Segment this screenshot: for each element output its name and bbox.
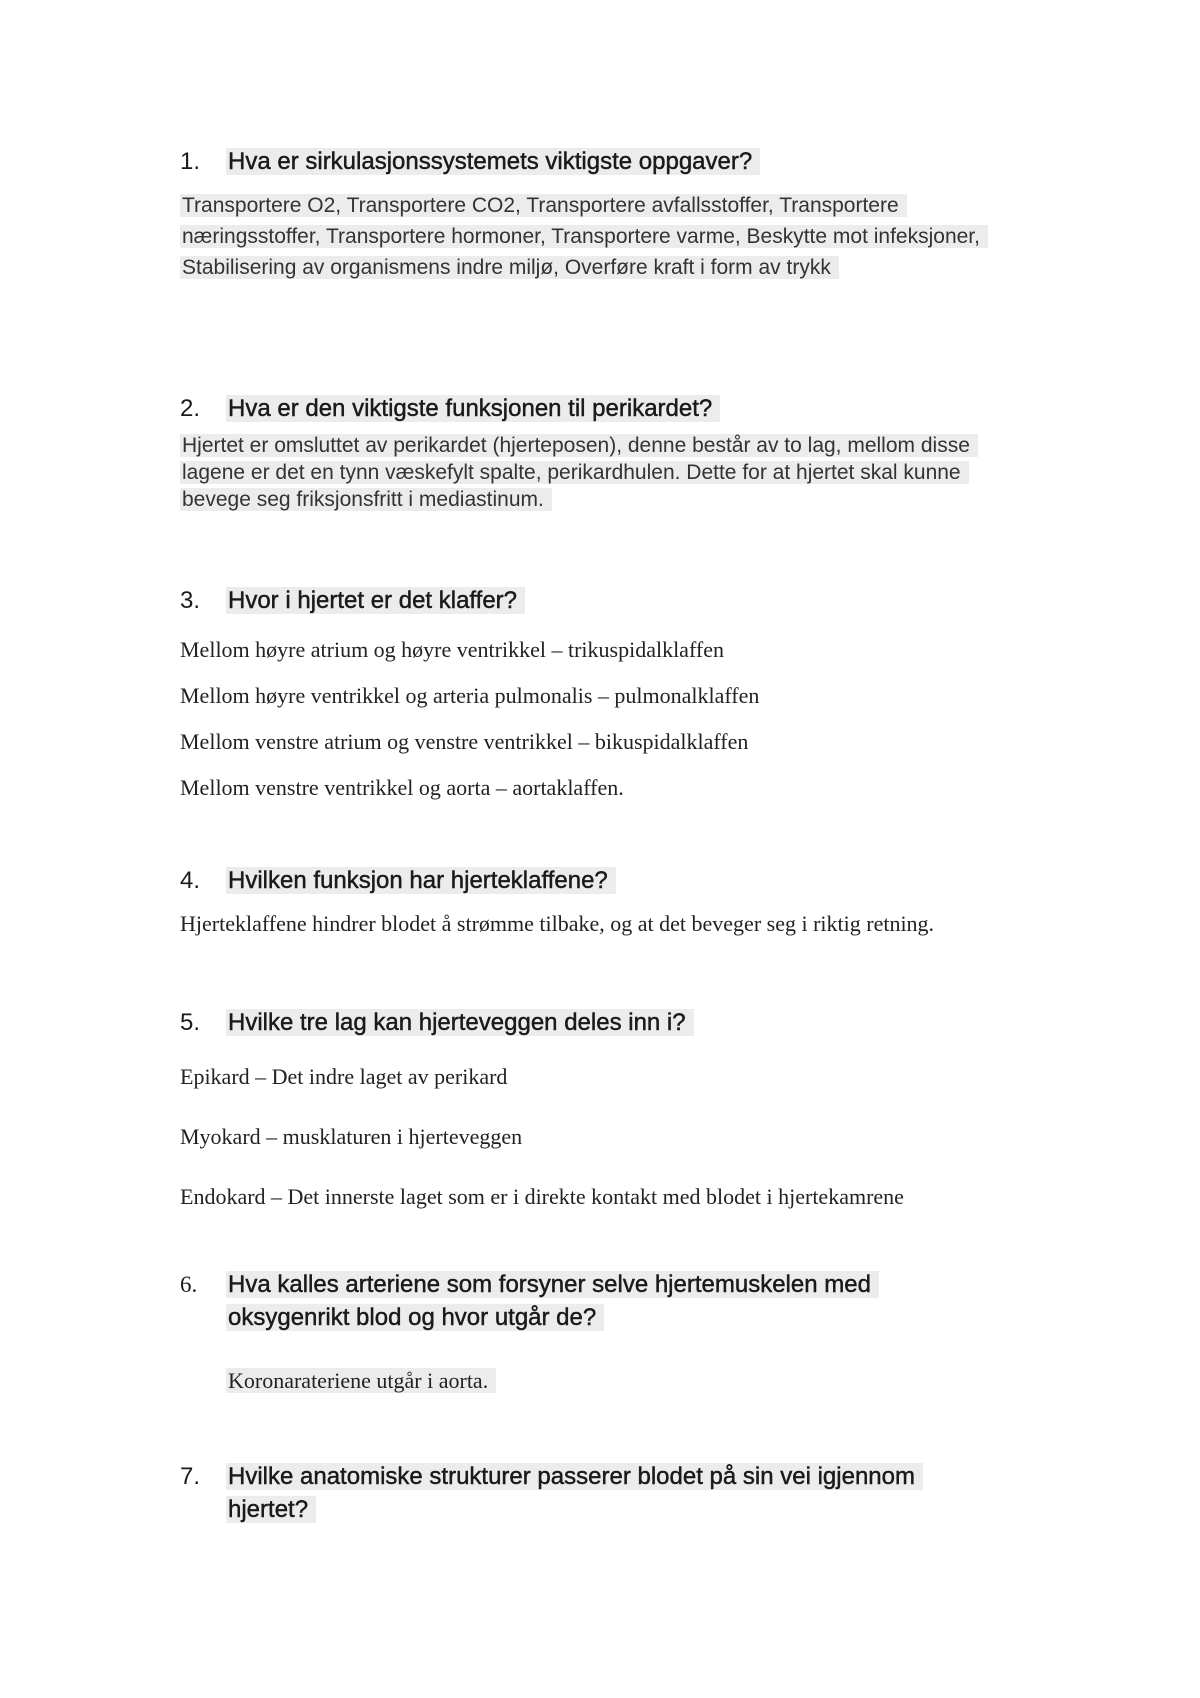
answer-line: næringsstoffer, Transportere hormoner, Transportere varme, Beskytte mot infeksjoner, (180, 225, 988, 248)
answer-line: Endokard – Det innerste laget som er i direkte kontakt med blodet i hjertekamrene (180, 1184, 904, 1209)
question-2 (180, 392, 1060, 513)
question-1 (180, 145, 1060, 283)
question-number: 4. (180, 867, 201, 894)
question-title: Hvilken funksjon har hjerteklaffene? (226, 867, 616, 894)
question-5 (180, 1006, 1060, 1227)
question-3 (180, 584, 1060, 811)
answer (180, 627, 1060, 811)
answer-line: Mellom venstre ventrikkel og aorta – aortaklaffen. (180, 775, 624, 800)
question-title-line: hjertet? (226, 1496, 316, 1523)
question-7 (180, 1460, 1060, 1526)
question-title: Hvilke tre lag kan hjerteveggen deles inn i? (226, 1009, 694, 1036)
question-number: 5. (180, 1009, 201, 1036)
answer-line: Koronarateriene utgår i aorta. (226, 1368, 496, 1393)
question-number: 2. (180, 395, 201, 422)
question-number: 6. (180, 1272, 198, 1297)
question-title: Hva er den viktigste funksjonen til perikardet? (226, 395, 720, 422)
question-title: Hvor i hjertet er det klaffer? (226, 587, 525, 614)
answer-line: Myokard – musklaturen i hjerteveggen (180, 1124, 523, 1149)
question-heading (180, 864, 1060, 897)
answer (226, 1366, 1060, 1396)
answer-line: Epikard – Det indre laget av perikard (180, 1064, 508, 1089)
question-number: 1. (180, 148, 201, 175)
answer-line: lagene er det en tynn væskefylt spalte, perikardhulen. Dette for at hjertet skal kunne (180, 461, 969, 484)
answer (180, 909, 1060, 939)
question-number: 7. (180, 1463, 201, 1490)
question-heading (180, 1460, 1060, 1526)
answer-line: Hjertet er omsluttet av perikardet (hjerteposen), denne består av to lag, mellom disse (180, 434, 978, 457)
question-heading (180, 392, 1060, 425)
answer-line: bevege seg friksjonsfritt i mediastinum. (180, 488, 552, 511)
answer-line: Mellom venstre atrium og venstre ventrikkel – bikuspidalklaffen (180, 729, 749, 754)
answer (180, 190, 1060, 283)
answer-line: Mellom høyre ventrikkel og arteria pulmonalis – pulmonalklaffen (180, 683, 760, 708)
answer (180, 1047, 1060, 1227)
answer-line: Hjerteklaffene hindrer blodet å strømme tilbake, og at det beveger seg i riktig retning. (180, 911, 935, 936)
question-4 (180, 864, 1060, 939)
question-title-line: Hva kalles arteriene som forsyner selve hjertemuskelen med (226, 1271, 879, 1298)
question-heading (180, 145, 1060, 178)
answer-line: Transportere O2, Transportere CO2, Transportere avfallsstoffer, Transportere (180, 194, 907, 217)
answer-line: Mellom høyre atrium og høyre ventrikkel – trikuspidalklaffen (180, 637, 724, 662)
answer (180, 432, 1060, 513)
question-heading (180, 1006, 1060, 1039)
question-6 (180, 1268, 1060, 1396)
question-title-line: Hvilke anatomiske strukturer passerer blodet på sin vei igjennom (226, 1463, 923, 1490)
question-number: 3. (180, 587, 201, 614)
question-heading (180, 584, 1060, 617)
question-title: Hva er sirkulasjonssystemets viktigste oppgaver? (226, 148, 760, 175)
question-heading (180, 1268, 1060, 1334)
answer-line: Stabilisering av organismens indre miljø, Overføre kraft i form av trykk (180, 256, 839, 279)
question-title-line: oksygenrikt blod og hvor utgår de? (226, 1304, 604, 1331)
